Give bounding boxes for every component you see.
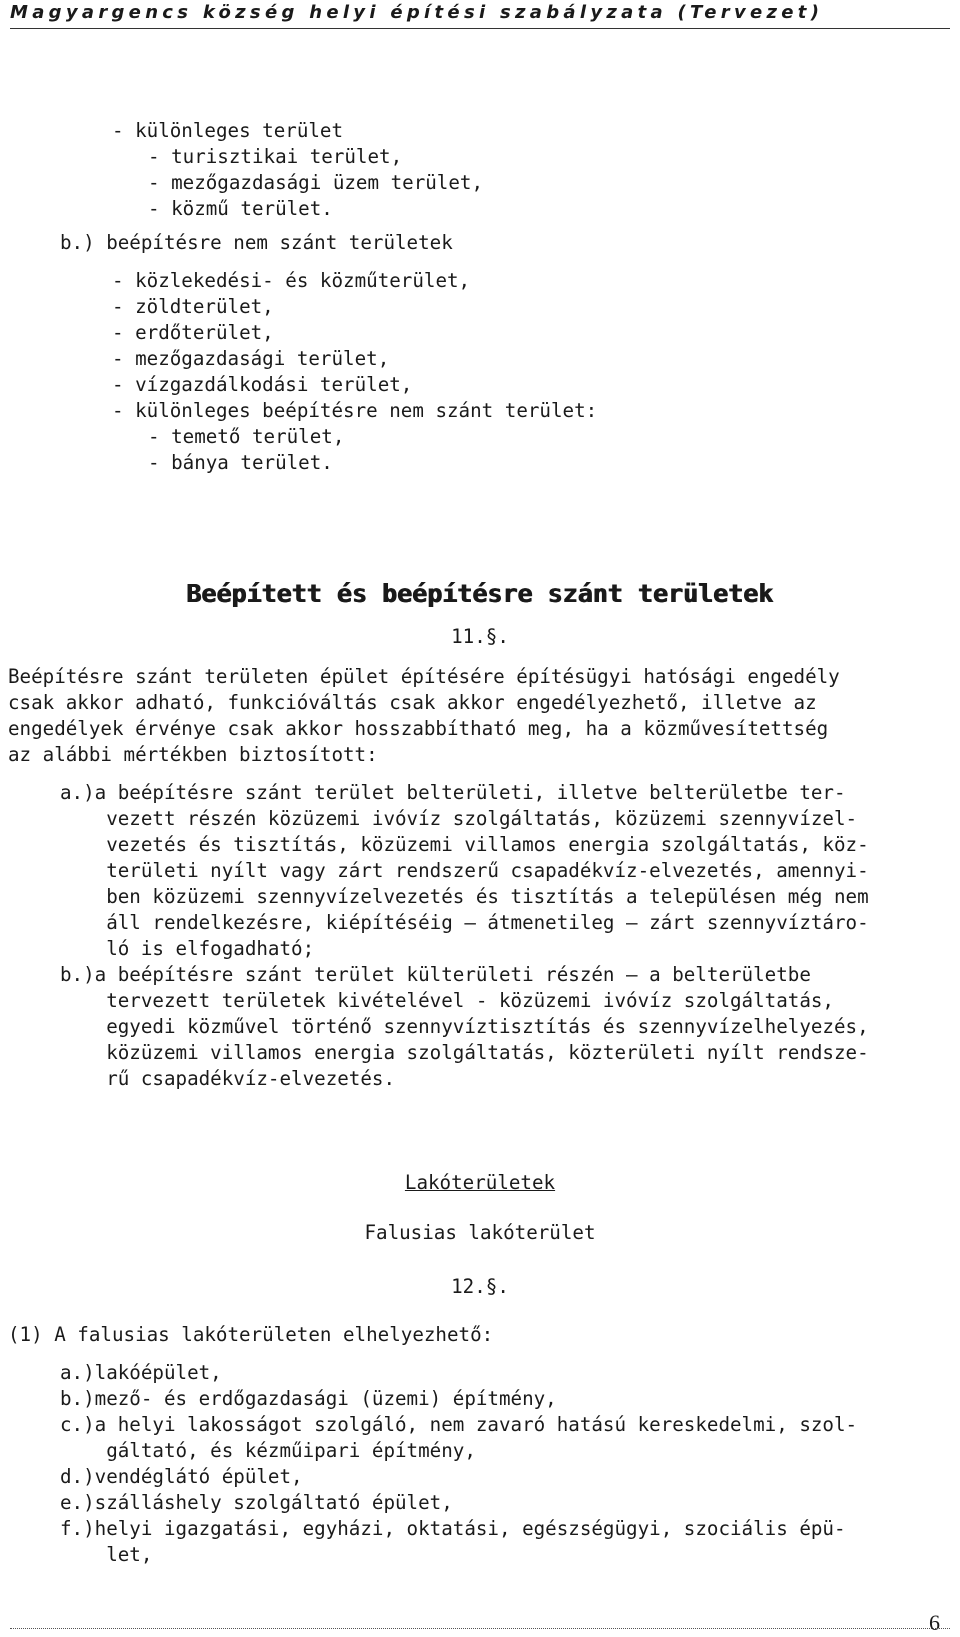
list-item: - turisztikai terület, (148, 145, 403, 168)
list-item-b-line: közüzemi villamos energia szolgáltatás, közterületi nyílt rendsze- (60, 1041, 869, 1064)
list-item: e.)szálláshely szolgáltató épület, (60, 1491, 453, 1514)
list-item: - vízgazdálkodási terület, (112, 373, 413, 396)
list-item-b-line: rű csapadékvíz-elvezetés. (60, 1067, 396, 1090)
paragraph-text-line: az alábbi mértékben biztosított: (8, 743, 378, 766)
list-item: c.)a helyi lakosságot szolgáló, nem zavaró hatású kereskedelmi, szol- (60, 1413, 858, 1436)
list-item: let, (60, 1543, 153, 1566)
subheading-village-residential: Falusias lakóterület (364, 1221, 596, 1244)
list-item-a-line: vezett részén közüzemi ivóvíz szolgáltatás, közüzemi szennyvízel- (60, 807, 858, 830)
list-item: - temető terület, (148, 425, 345, 448)
list-item-a-line: áll rendelkezésre, kiépítéséig – átmenetileg – zárt szennyvíztáro- (60, 911, 869, 934)
footer-divider (10, 1628, 950, 1629)
page-number: 6 (929, 1610, 940, 1635)
list-item: gáltató, és kézműipari építmény, (60, 1439, 476, 1462)
section-heading-residential: Lakóterületek (404, 1171, 556, 1194)
paragraph-point-1: (1) A falusias lakóterületen elhelyezhető: (8, 1323, 494, 1346)
list-item: b.)mező- és erdőgazdasági (üzemi) építmény, (60, 1387, 557, 1410)
paragraph-number-12: 12.§. (451, 1275, 509, 1298)
list-item-b-line: tervezett területek kivételével - közüzemi ivóvíz szolgáltatás, (60, 989, 834, 1012)
list-item: - zöldterület, (112, 295, 274, 318)
list-item-a-line: ló is elfogadható; (60, 937, 315, 960)
paragraph-text-line: Beépítésre szánt területen épület építésére építésügyi hatósági engedély (8, 665, 840, 688)
list-item-b-line: egyedi közművel történő szennyvíztisztítás és szennyvízelhelyezés, (60, 1015, 869, 1038)
list-item: - erdőterület, (112, 321, 274, 344)
list-item: f.)helyi igazgatási, egyházi, oktatási, egészségügyi, szociális épü- (60, 1517, 846, 1540)
list-item: - mezőgazdasági üzem terület, (148, 171, 484, 194)
section-heading-built-areas: Beépített és beépítésre szánt területek (186, 579, 774, 608)
paragraph-text-line: csak akkor adható, funkcióváltás csak akkor engedélyezhető, illetve az (8, 691, 817, 714)
paragraph-text-line: engedélyek érvénye csak akkor hosszabbítható meg, ha a közművesítettség (8, 717, 829, 740)
list-item: - különleges beépítésre nem szánt terület: (112, 399, 598, 422)
list-item: - különleges terület (112, 119, 344, 142)
document-header-title: Magyargencs község helyi építési szabályzata (Tervezet) (10, 0, 950, 29)
list-item-a-line: ben közüzemi szennyvízelvezetés és tisztítás a településen még nem (60, 885, 869, 908)
list-item: - mezőgazdasági terület, (112, 347, 390, 370)
list-item: - közmű terület. (148, 197, 333, 220)
list-item: d.)vendéglátó épület, (60, 1465, 303, 1488)
list-item-a-line: vezetés és tisztítás, közüzemi villamos energia szolgáltatás, köz- (60, 833, 869, 856)
list-item-a-line: területi nyílt vagy zárt rendszerű csapadékvíz-elvezetés, amennyi- (60, 859, 869, 882)
list-item: - bánya terület. (148, 451, 333, 474)
section-b-label: b.) beépítésre nem szánt területek (60, 231, 453, 254)
paragraph-number-11: 11.§. (451, 625, 509, 648)
list-item-a-line: a.)a beépítésre szánt terület belterületi, illetve belterületbe ter- (60, 781, 846, 804)
list-item: - közlekedési- és közműterület, (112, 269, 471, 292)
list-item: a.)lakóépület, (60, 1361, 222, 1384)
list-item-b-line: b.)a beépítésre szánt terület külterületi részén – a belterületbe (60, 963, 811, 986)
